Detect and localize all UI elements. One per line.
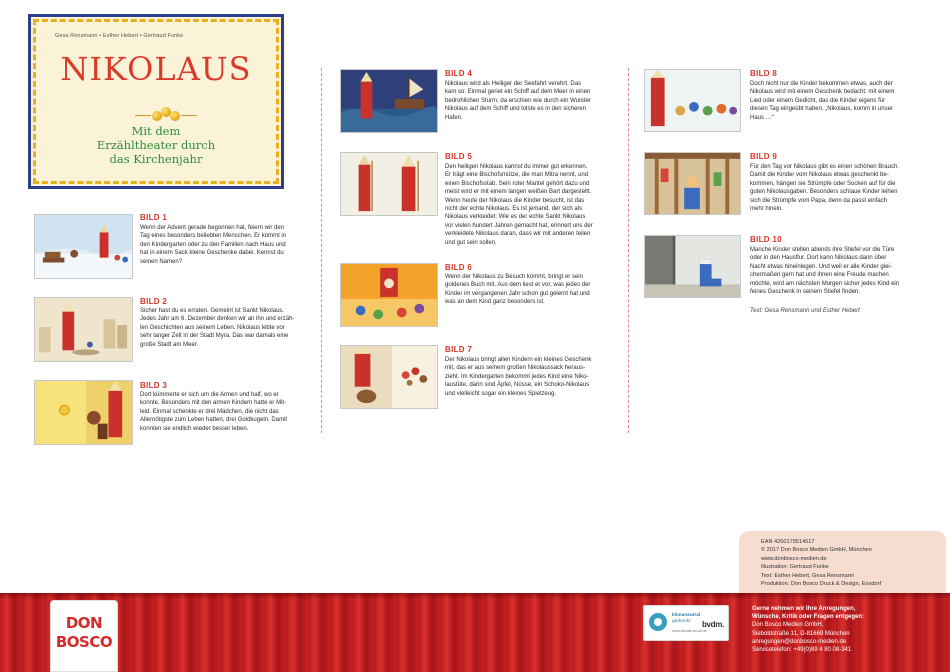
bild-5-thumbnail: [340, 152, 438, 216]
bild-9-heading: BILD 9: [750, 152, 778, 161]
bild-1-thumbnail: [34, 214, 133, 279]
bild-10-text: Manche Kinder stellen abends ihre Stiefel vor die Türe oder in den Hausflur. Dort kann Nikolaus dann über Nacht etwas hineinlegen. Und weil er alle Kinder glei- chermaßen gern hat und ihnen eine Freude machen möchte, wird am nächsten Morgen sicher jedes Kind ein feines Geschenk in seinem Stiefel finden.: [750, 247, 900, 296]
bild-10-heading: BILD 10: [750, 235, 782, 244]
authors: Gesa Rensmann • Esther Hebert • Gertraud Funke: [55, 33, 184, 39]
bild-7-thumbnail: [340, 345, 438, 409]
bild-5-heading: BILD 5: [445, 152, 473, 161]
bild-2-heading: BILD 2: [140, 297, 168, 306]
bild-1-text: Wenn der Advent gerade begonnen hat, feiern wir den Tag eines besonders beliebten Menschen. Er kommt in den Kindergarten oder zu den Familien nach Haus und hat in einem Sack kleine Geschenke dabei. Kennst du seinen Namen?: [140, 225, 287, 265]
bild-10-thumbnail: [644, 235, 741, 298]
contact-info: Gerne nehmen wir Ihre Anregungen, Wünsche, Kritik oder Fragen entgegen: Don Bosco Medien GmbH, Sieboldstraße 11, D-81669 München anregungen@donbosco-medien.de Servicetelefon: +49(0)89 4 80 08-341: [752, 606, 865, 654]
bild-4-heading: BILD 4: [445, 69, 473, 78]
bild-3-heading: BILD 3: [140, 381, 168, 390]
gold-balls-ornament: [135, 107, 195, 125]
bild-7-text: Der Nikolaus bringt allen Kindern ein kleines Geschenk mit, das er aus seinem großen Nikolaussack heraus- zieht. Im Kindergarten bekommt jedes Kind eine Niko- laustüte, darin sind Äpfel, Nüsse, ein Schoko-Nikolaus und vielleicht sogar ein kleines Spielzeug.: [445, 357, 592, 397]
bild-1-heading: BILD 1: [140, 213, 168, 222]
bild-4-text: Nikolaus wird als Heiliger der Seefahrt verehrt. Das kam so: Einmal geriet ein Schiff auf dem Meer in einen bedrohlichen Sturm, da erschien wie durch ein Wunder Nikolaus auf dem Schiff und lotste es in den sicheren Hafen.: [445, 81, 591, 121]
bild-9-text: Für den Tag vor Nikolaus gibt es einen schönen Brauch. Damit die Kinder vom Nikolaus etwas geschenkt be- kommen, hängen sie Strümpfe oder Socken auf für die guten Nikolausgaben. Besonders schlaue Kinder leihen sich die Strümpfe vom Papa, denn da passt einfach mehr hinein.: [750, 164, 899, 213]
don-bosco-logo: DON BOSCO: [50, 600, 118, 672]
bild-8-thumbnail: [644, 69, 741, 132]
bild-8-text: Doch nicht nur die Kinder bekommen etwas, auch der Nikolaus wird mit einem Geschenk bedacht: mit einem Lied oder einem Gedicht, das die Kinder eigens für diesen Tag eingeübt haben. „Nikolaus, komm in unser Haus …“: [750, 81, 895, 121]
bild-9-thumbnail: [644, 152, 741, 215]
bild-6-heading: BILD 6: [445, 263, 473, 272]
climate-neutral-badge: klimaneutral gedruckt www.climate-druck.de bvdm.: [643, 605, 729, 641]
bvdm-logo: bvdm.: [701, 620, 724, 629]
subtitle: Mit dem Erzähltheater durch das Kirchenjahr: [96, 124, 216, 166]
bild-2-text: Sicher hast du es erraten. Gemeint ist Sankt Nikolaus. Jedes Jahr am 6. Dezember denken wir an ihn und erzäh- len Geschichten aus seinem Leben. Nikolaus lebte vor sehr langer Zeit in der Stadt Myra. Das war damals eine große Stadt am Meer.: [140, 308, 295, 348]
globe-icon: [649, 613, 667, 631]
bild-6-text: Wenn der Nikolaus zu Besuch kommt, bringt er sein goldenes Buch mit. Aus dem liest er vor, was jedes der Kinder im vergangenen Jahr schon gut gelernt hat und was an dem Kind ganz besonders ist.: [445, 274, 591, 306]
bild-6-thumbnail: [340, 263, 438, 327]
column-divider: [628, 68, 629, 433]
text-credit: Text: Gesa Rensmann und Esther Hebert: [750, 308, 860, 314]
main-title: NIKOLAUS: [60, 50, 252, 88]
bild-5-text: Den heiligen Nikolaus kannst du immer gut erkennen. Er trägt eine Bischofsmütze, die man Mitra nennt, und einen Bischofsstab. Sein roter Mantel gehört dazu und meist wird er mit einem langen weißen Bart dargestellt. Wenn heute der Nikolaus die Kinder besucht, ist das nicht der echte Nikolaus. Es ist jemand, der sich als Nikolaus verkleidet: Wie es der echte Sankt Nikolaus vor vielen hundert Jahren gemacht hat, erinnert uns der verkleidete Nikolaus daran, dass wir mit anderen teilen und gut sein sollen.: [445, 164, 593, 246]
bild-7-heading: BILD 7: [445, 345, 473, 354]
column-divider: [321, 68, 322, 433]
title-card: [28, 14, 284, 189]
imprint-box: EAN 4260179514517 © 2017 Don Bosco Medien GmbH, München www.donbosco-medien.de Illustration: Gertraud Funke Text: Esther Hebert, Gesa Rensmann Produktion: Don Bosco Druck & Design, Ensdorf: [739, 531, 946, 601]
bild-8-heading: BILD 8: [750, 69, 778, 78]
bild-3-text: Dort kümmerte er sich um die Armen und half, wo er konnte. Besonders mit den armen Kindern hatte er Mit- leid. Einmal schenkte er drei Mädchen, die nicht das Allernötigste zum Leben hatten, drei Goldkugeln. Damit konnten sie endlich wieder besser leben.: [140, 392, 288, 432]
bild-3-thumbnail: [34, 380, 133, 445]
bild-4-thumbnail: [340, 69, 438, 133]
bild-2-thumbnail: [34, 297, 133, 362]
